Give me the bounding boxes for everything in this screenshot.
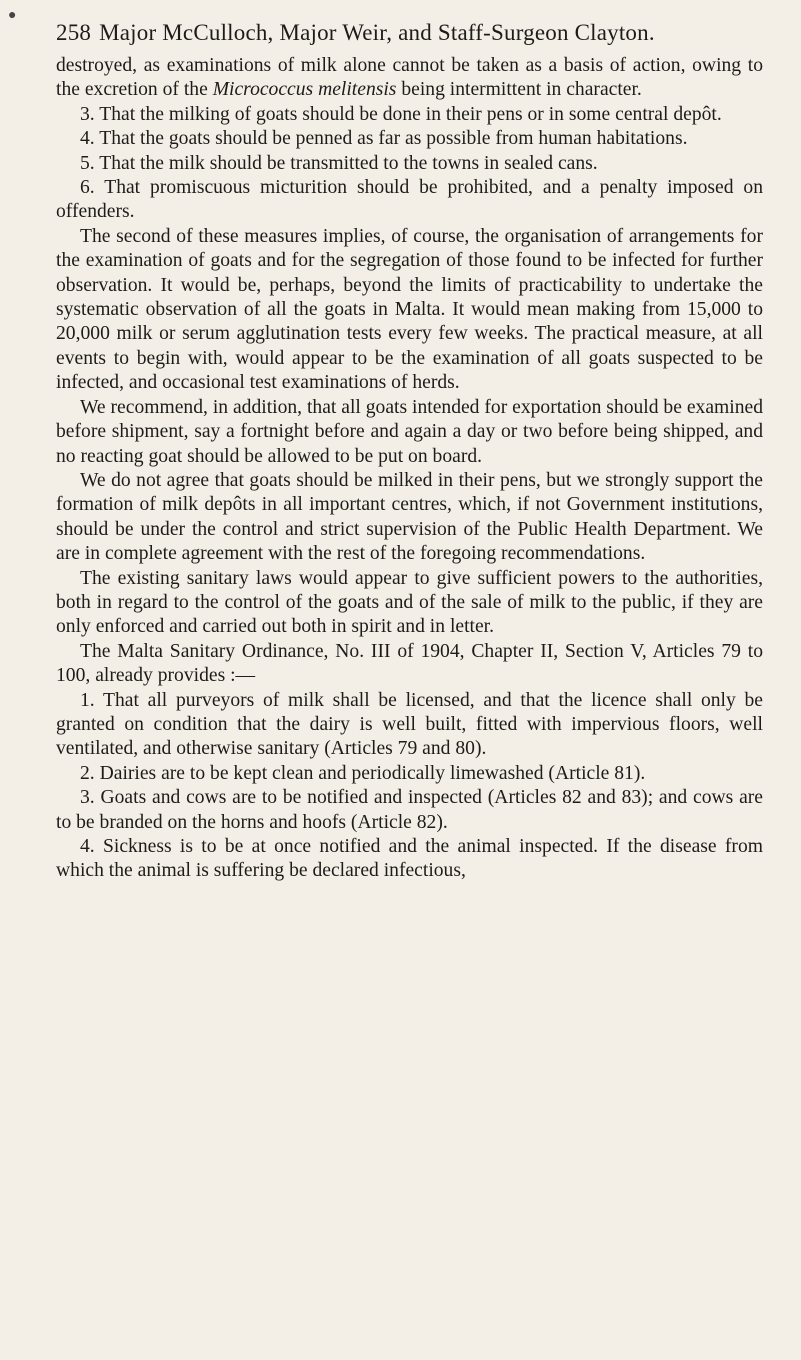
ordinance-item-2: 2. Dairies are to be kept clean and periodically limewashed (Article 81). xyxy=(80,762,646,784)
ordinance-item-3: 3. Goats and cows are to be notified and inspected (Articles 82 and 83); and cows are to be branded on the horns and hoofs (Article 82). xyxy=(56,787,763,833)
paragraph-ordinance: The Malta Sanitary Ordinance, No. III of 1904, Chapter II, Section V, Articles 79 to 100, already provides :— xyxy=(56,640,763,687)
body-text xyxy=(56,54,763,884)
paragraph-exportation: We recommend, in addition, that all goats intended for exportation should be examined before shipment, say a fortnight before and again a day or two before being shipped, and no reacting goat should be allowed to be put on board. xyxy=(56,396,763,467)
recommendation-3: 3. That the milking of goats should be done in their pens or in some central depôt. xyxy=(80,103,722,125)
ordinance-item-4: 4. Sickness is to be at once notified and the animal inspected. If the disease from which the animal is suffering be declared infectious, xyxy=(56,836,763,882)
margin-mark: ● xyxy=(8,8,17,23)
running-header xyxy=(56,18,763,48)
paragraph-second-measure: The second of these measures implies, of course, the organisation of arrangements for the examination of goats and for the segregation of those found to be infected for further observation. It would be, perhaps, beyond the limits of practicability to undertake the systematic observation of all the goats in Malta. It would mean making from 15,000 to 20,000 milk or serum agglutination tests every few weeks. The practical measure, at all events to begin with, would appear to be the examination of all goats suspected to be infected, and occasional test examinations of herds. xyxy=(56,225,763,394)
paragraph-milk-depots: We do not agree that goats should be milked in their pens, but we strongly support the formation of milk depôts in all important centres, which, if not Government institutions, should be under the control and strict supervision of the Public Health Department. We are in complete agreement with the rest of the foregoing recommendations. xyxy=(56,469,763,565)
recommendation-4: 4. That the goats should be penned as far as possible from human habitations. xyxy=(80,128,688,150)
running-title: Major McCulloch, Major Weir, and Staff-Surgeon Clayton. xyxy=(99,20,655,45)
paragraph-continuation: destroyed, as examinations of milk alone cannot be taken as a basis of action, owing to the excretion of the Micrococcus melitensis being intermittent in character. xyxy=(56,55,763,101)
ordinance-item-1: 1. That all purveyors of milk shall be licensed, and that the licence shall only be granted on condition that the dairy is well built, fitted with impervious floors, well ventilated, and otherwise sanitary (Articles 79 and 80). xyxy=(56,689,763,760)
species-name: Micrococcus melitensis xyxy=(212,79,397,101)
page-number: 258 xyxy=(56,20,92,45)
recommendation-5: 5. That the milk should be transmitted to the towns in sealed cans. xyxy=(80,152,598,174)
paragraph-sanitary-laws: The existing sanitary laws would appear to give sufficient powers to the authorities, both in regard to the control of the goats and of the sale of milk to the public, if they are only enforced and carried out both in spirit and in letter. xyxy=(56,567,763,638)
recommendation-6: 6. That promiscuous micturition should be prohibited, and a penalty imposed on offenders. xyxy=(56,177,763,223)
